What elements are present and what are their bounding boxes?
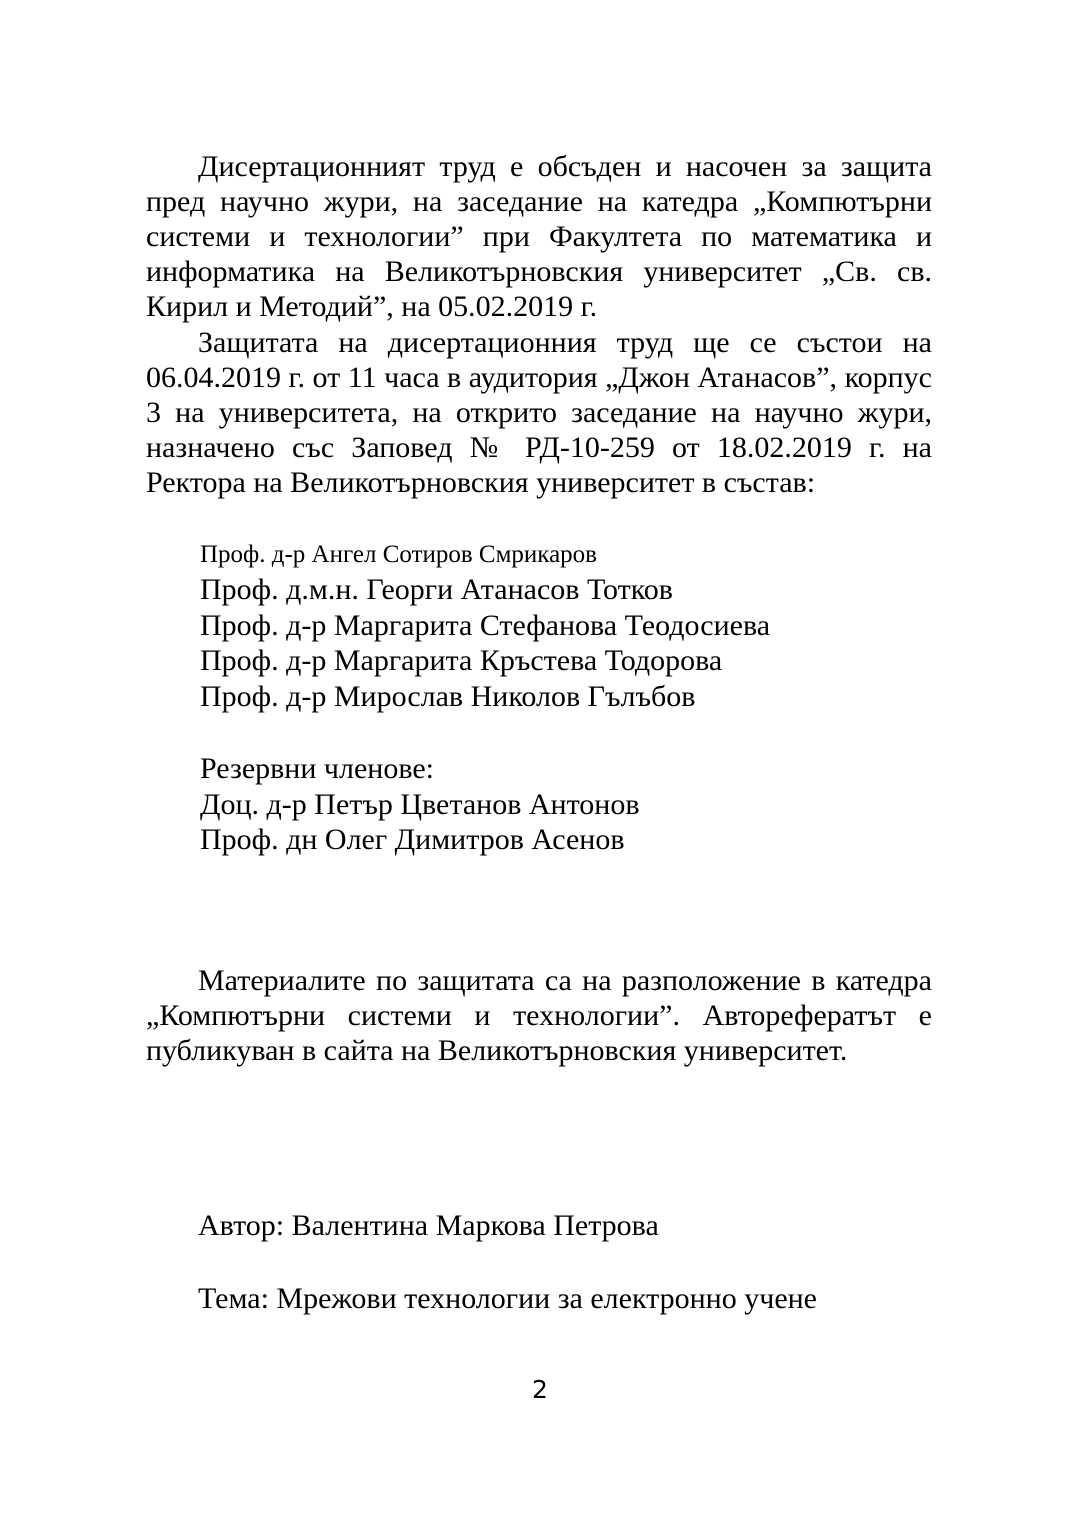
jury-member: Проф. д-р Маргарита Стефанова Теодосиева (200, 608, 771, 642)
jury-member: Проф. д-р Ангел Сотиров Смрикаров (200, 541, 597, 568)
defense-text: Защитата на дисертационния труд ще се състои на 06.04.2019 г. от 11 часа в аудитория „Джон Атанасов”, корпус 3 на университета, на открито заседание на научно жури, назначено със Заповед № РД-10-259 от 18.02.2019 г. на Ректора на Великотърновския университет в състав: (146, 326, 932, 499)
jury-member: Проф. д-р Маргарита Кръстева Тодорова (200, 644, 723, 677)
reserve-member: Доц. д-р Петър Цветанов Антонов (200, 787, 640, 821)
defense-paragraph (146, 325, 932, 500)
discussion-text: Дисертационният труд е обсъден и насочен за защита пред научно жури, на заседание на катедра „Компютърни системи и технологии” при Факултета по математика и информатика на Великотърновския университет „Св. св. Кирил и Методий”, на 05.02.2019 г. (146, 150, 932, 323)
reserve-members (200, 751, 960, 858)
topic-line: Тема: Мрежови технологии за електронно учене (198, 1282, 817, 1315)
jury-list (200, 538, 960, 714)
author-line: Автор: Валентина Маркова Петрова (198, 1209, 659, 1242)
materials-paragraph (146, 963, 932, 1068)
jury-member: Проф. д.м.н. Георги Атанасов Тотков (200, 573, 673, 606)
materials-text: Материалите по защитата са на разположение в катедра „Компютърни системи и технологии”. Авторефератът е публикуван в сайта на Великотърновския университет. (146, 964, 932, 1067)
reserve-title: Резервни членове: (200, 752, 434, 785)
reserve-member: Проф. дн Олег Димитров Асенов (200, 823, 625, 856)
jury-member: Проф. д-р Мирослав Николов Гълъбов (200, 679, 696, 713)
page-number: 2 (532, 1375, 548, 1404)
discussion-paragraph (146, 149, 932, 324)
